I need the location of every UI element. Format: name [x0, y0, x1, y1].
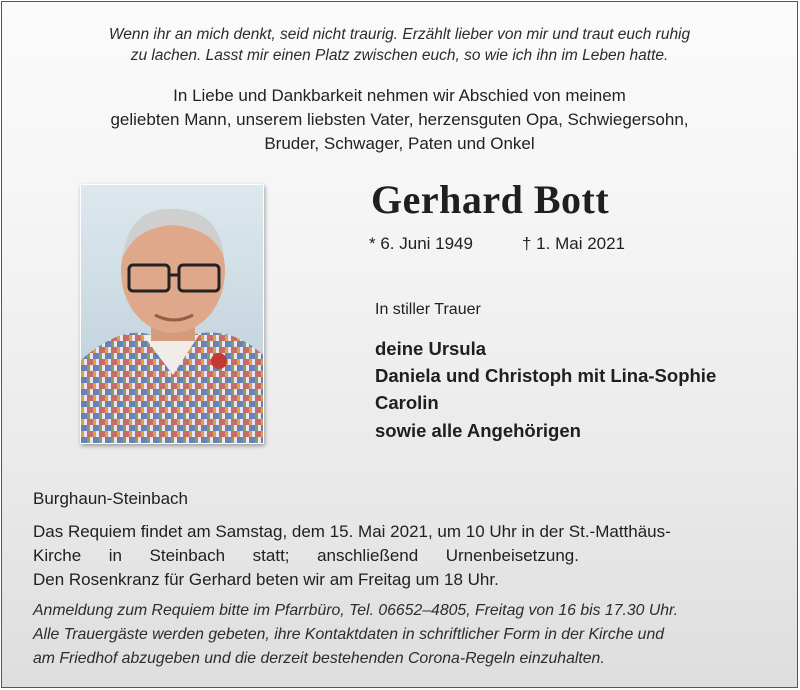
note-line-3: am Friedhof abzugeben und die derzeit bestehenden Corona-Regeln einzuhalten.: [33, 650, 605, 667]
mourning-heading: In stiller Trauer: [375, 301, 481, 318]
mourner-name: deine Ursula: [375, 338, 487, 359]
deceased-name: Gerhard Bott: [371, 177, 610, 222]
quote-line-2: zu lachen. Lasst mir einen Platz zwischen euch, so wie ich ihn im Leben hatte.: [130, 47, 669, 64]
intro-line-1: In Liebe und Dankbarkeit nehmen wir Abschied von meinem: [173, 86, 626, 105]
intro-line-2: geliebten Mann, unserem liebsten Vater, herzensguten Opa, Schwiegersohn,: [110, 110, 689, 129]
service-line-3: Den Rosenkranz für Gerhard beten wir am Freitag um 18 Uhr.: [33, 570, 499, 589]
birth-date: * 6. Juni 1949: [369, 234, 473, 253]
mourner-name: Carolin: [375, 392, 439, 413]
note-line-2: Alle Trauergäste werden gebeten, ihre Kontaktdaten in schriftlicher Form in der Kirche und: [33, 626, 665, 643]
service-line-1: Das Requiem findet am Samstag, dem 15. Mai 2021, um 10 Uhr in der St.-Matthäus-: [33, 522, 671, 541]
service-line-2: Kirche in Steinbach statt; anschließend Urnenbeisetzung.: [33, 546, 579, 565]
quote-line-1: Wenn ihr an mich denkt, seid nicht traurig. Erzählt lieber von mir und traut euch ruhig: [108, 26, 691, 43]
mourner-name: sowie alle Angehörigen: [375, 420, 581, 441]
location: Burghaun-Steinbach: [33, 489, 189, 508]
obituary-card: [1, 1, 798, 688]
note-line-1: Anmeldung zum Requiem bitte im Pfarrbüro, Tel. 06652–4805, Freitag von 16 bis 17.30 Uhr.: [33, 602, 679, 619]
death-date: † 1. Mai 2021: [522, 234, 626, 253]
mourner-name: Daniela und Christoph mit Lina-Sophie: [375, 365, 717, 386]
portrait-photo: [80, 184, 264, 444]
intro-line-3: Bruder, Schwager, Paten und Onkel: [264, 134, 535, 153]
